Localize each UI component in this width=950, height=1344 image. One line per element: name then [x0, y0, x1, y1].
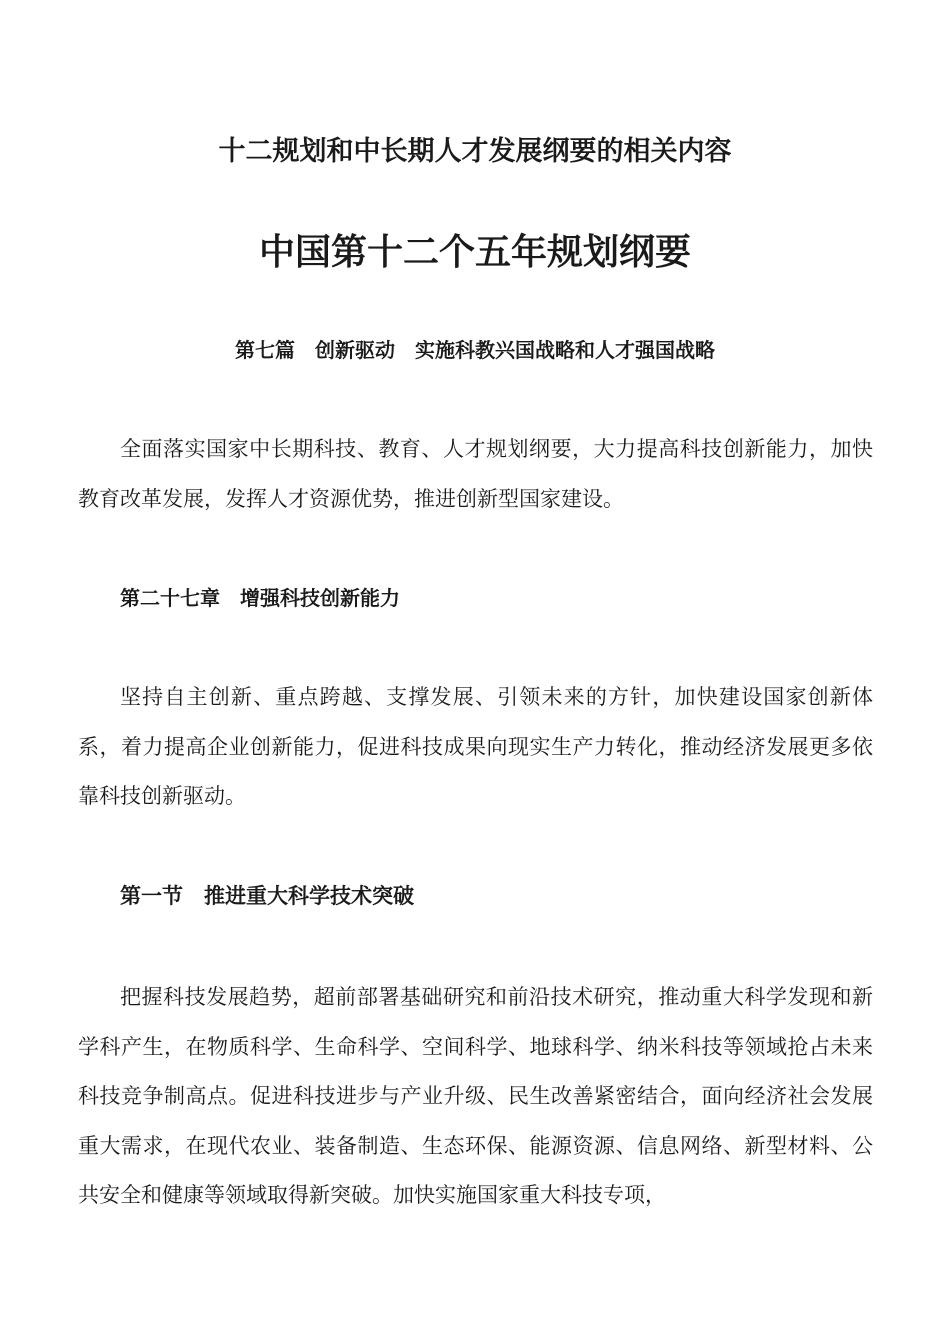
paragraph-intro: 全面落实国家中长期科技、教育、人才规划纲要，大力提高科技创新能力，加快教育改革发展，发挥人才资源优势，推进创新型国家建设。 [78, 437, 873, 511]
document-subtitle: 中国第十二个五年规划纲要 [258, 231, 691, 273]
paragraph-section: 把握科技发展趋势，超前部署基础研究和前沿技术研究，推动重大科学发现和新学科产生，在物质科学、生命科学、空间科学、地球科学、纳米科技等领域抢占未来科技竞争制高点。促进科技进步与产业升级、民生改善紧密结合，面向经济社会发展重大需求，在现代农业、装备制造、生态环保、能源资源、信息网络、新型材料、公共安全和健康等领域取得新突破。加快实施国家重大科技专项， [78, 985, 873, 1207]
part-heading: 第七篇 创新驱动 实施科教兴国战略和人才强国战略 [235, 338, 715, 362]
chapter-heading: 第二十七章 增强科技创新能力 [120, 586, 400, 610]
paragraph-chapter: 坚持自主创新、重点跨越、支撑发展、引领未来的方针，加快建设国家创新体系，着力提高企业创新能力，促进科技成果向现实生产力转化，推动经济发展更多依靠科技创新驱动。 [78, 685, 873, 808]
section-heading: 第一节 推进重大科学技术突破 [120, 883, 414, 908]
document-title: 十二规划和中长期人才发展纲要的相关内容 [218, 136, 732, 167]
